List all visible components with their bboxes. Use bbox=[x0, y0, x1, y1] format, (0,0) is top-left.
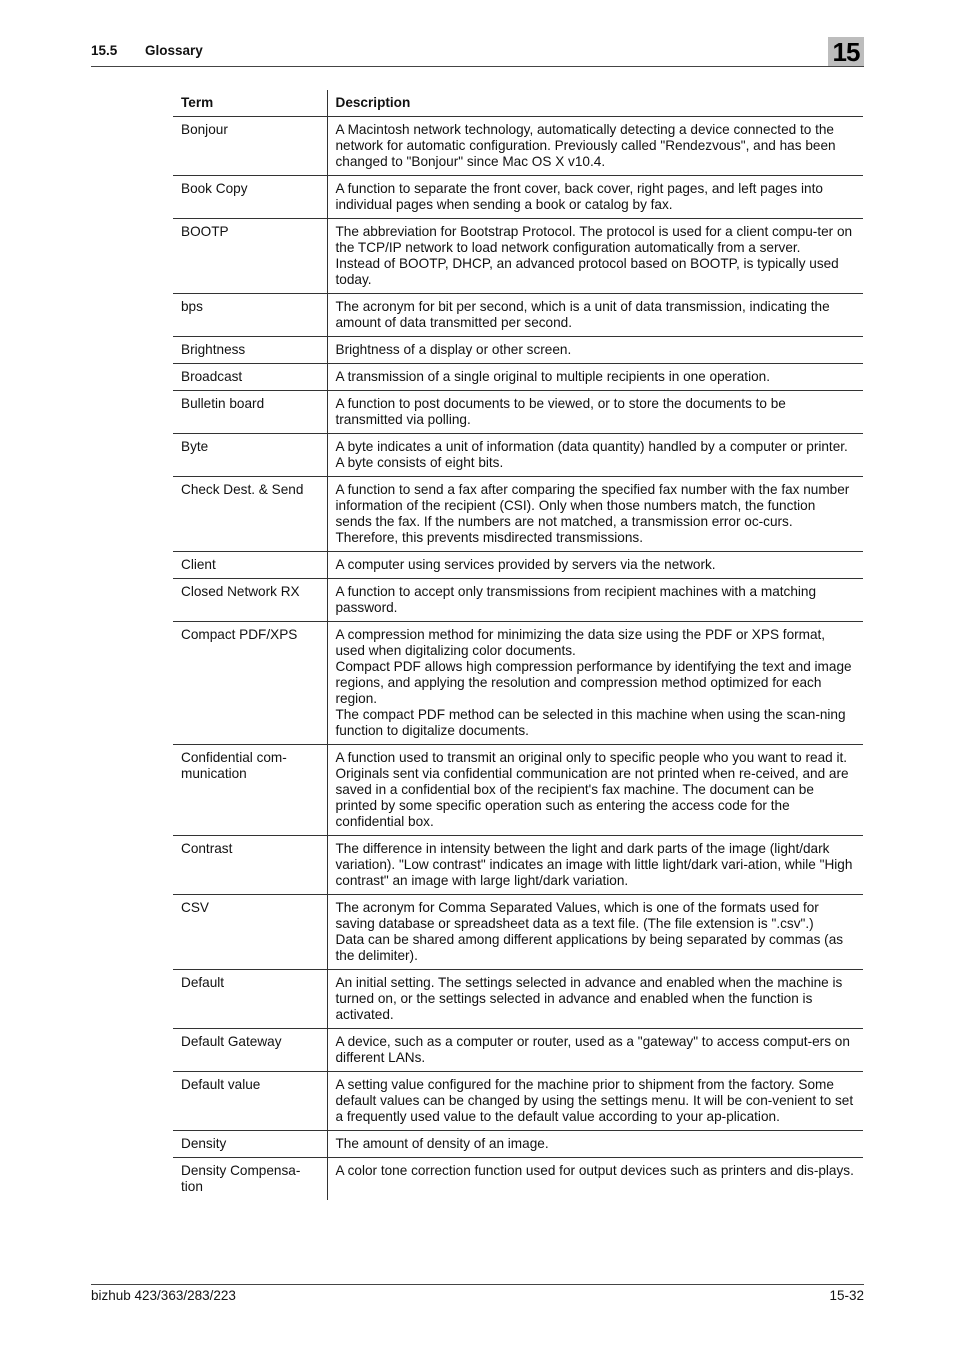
description-paragraph: Compact PDF allows high compression performance by identifying the text and image regions, and applying the resolution and compression method optimized for each region. bbox=[335, 659, 852, 706]
description-cell bbox=[327, 434, 863, 477]
term-cell: Compact PDF/XPS bbox=[173, 622, 327, 745]
term-cell: Confidential com-munication bbox=[173, 745, 327, 836]
term-cell: Density bbox=[173, 1131, 327, 1158]
table-row bbox=[173, 579, 863, 622]
description-paragraph: The acronym for Comma Separated Values, which is one of the formats used for saving database or spreadsheet data as a text file. (The file extension is ".csv".) bbox=[335, 900, 819, 931]
description-paragraph: A compression method for minimizing the data size using the PDF or XPS format, used when digitalizing color documents. bbox=[335, 627, 826, 658]
glossary-body bbox=[173, 117, 863, 1201]
description-paragraph: A computer using services provided by servers via the network. bbox=[335, 557, 716, 572]
description-paragraph: A function to post documents to be viewed, or to store the documents to be transmitted via polling. bbox=[335, 396, 786, 427]
description-cell bbox=[327, 1131, 863, 1158]
table-row bbox=[173, 1072, 863, 1131]
table-row bbox=[173, 895, 863, 970]
description-cell bbox=[327, 622, 863, 745]
term-cell: Bulletin board bbox=[173, 391, 327, 434]
description-cell bbox=[327, 337, 863, 364]
page-number: 15-32 bbox=[829, 1288, 864, 1303]
description-cell bbox=[327, 391, 863, 434]
description-paragraph: A Macintosh network technology, automatically detecting a device connected to the network for automatic configuration. Previously called "Rendezvous", and has been changed to "Bonjour" since Mac OS X v10.4. bbox=[335, 122, 836, 169]
description-cell bbox=[327, 552, 863, 579]
glossary-table bbox=[173, 90, 863, 1200]
description-paragraph: A color tone correction function used for output devices such as printers and dis-plays. bbox=[335, 1163, 854, 1178]
table-row bbox=[173, 294, 863, 337]
table-row bbox=[173, 391, 863, 434]
description-paragraph: A device, such as a computer or router, used as a "gateway" to access comput-ers on different LANs. bbox=[335, 1034, 850, 1065]
table-row bbox=[173, 1158, 863, 1201]
description-paragraph: Data can be shared among different applications by being separated by commas (as the delimiter). bbox=[335, 932, 844, 963]
description-paragraph: A function to accept only transmissions from recipient machines with a matching password. bbox=[335, 584, 817, 615]
table-row bbox=[173, 1131, 863, 1158]
description-paragraph: A function used to transmit an original only to specific people who you want to read it. Originals sent via confidential communication are not printed when re-ceived, and are saved in a confidential box of the recipient's fax machine. The document can be printed by some specific operation such as entering the access code for the confidential box. bbox=[335, 750, 849, 829]
term-cell: BOOTP bbox=[173, 219, 327, 294]
description-cell bbox=[327, 1158, 863, 1201]
term-cell: Default Gateway bbox=[173, 1029, 327, 1072]
table-row bbox=[173, 117, 863, 176]
term-cell: Book Copy bbox=[173, 176, 327, 219]
table-row bbox=[173, 836, 863, 895]
description-paragraph: The abbreviation for Bootstrap Protocol. The protocol is used for a client compu-ter on the TCP/IP network to load network configuration automatically from a server. bbox=[335, 224, 853, 255]
description-cell bbox=[327, 836, 863, 895]
description-cell bbox=[327, 364, 863, 391]
description-paragraph: The difference in intensity between the light and dark parts of the image (light/dark variation). "Low contrast" indicates an image with little light/dark vari-ation, while "High contrast" an image with large light/dark variation. bbox=[335, 841, 853, 888]
description-paragraph: A byte indicates a unit of information (data quantity) handled by a computer or printer. A byte consists of eight bits. bbox=[335, 439, 848, 470]
table-header-row bbox=[173, 90, 863, 117]
description-paragraph: A setting value configured for the machine prior to shipment from the factory. Some default values can be changed by using the settings menu. It will be con-venient to set a frequently used value to the default value according to your ap-plication. bbox=[335, 1077, 854, 1124]
table-row bbox=[173, 745, 863, 836]
description-cell bbox=[327, 294, 863, 337]
description-cell bbox=[327, 1029, 863, 1072]
table-row bbox=[173, 364, 863, 391]
table-row bbox=[173, 434, 863, 477]
term-cell: Default value bbox=[173, 1072, 327, 1131]
description-cell bbox=[327, 219, 863, 294]
term-cell: Check Dest. & Send bbox=[173, 477, 327, 552]
term-cell: Client bbox=[173, 552, 327, 579]
section-number: 15.5 bbox=[91, 43, 118, 58]
table-row bbox=[173, 477, 863, 552]
description-paragraph: A function to separate the front cover, back cover, right pages, and left pages into individual pages when sending a book or catalog by fax. bbox=[335, 181, 823, 212]
term-cell: Contrast bbox=[173, 836, 327, 895]
term-cell: Density Compensa-tion bbox=[173, 1158, 327, 1201]
description-paragraph: The compact PDF method can be selected in this machine when using the scan-ning function to digitalize documents. bbox=[335, 707, 846, 738]
term-cell: Closed Network RX bbox=[173, 579, 327, 622]
table-row bbox=[173, 552, 863, 579]
term-cell: Broadcast bbox=[173, 364, 327, 391]
column-header-description: Description bbox=[327, 90, 863, 117]
table-row bbox=[173, 970, 863, 1029]
table-row bbox=[173, 337, 863, 364]
table-row bbox=[173, 622, 863, 745]
page-footer bbox=[91, 1284, 864, 1303]
description-paragraph: Instead of BOOTP, DHCP, an advanced protocol based on BOOTP, is typically used today. bbox=[335, 256, 839, 287]
description-cell bbox=[327, 745, 863, 836]
description-paragraph: The acronym for bit per second, which is a unit of data transmission, indicating the amount of data transmitted per second. bbox=[335, 299, 830, 330]
column-header-term: Term bbox=[173, 90, 327, 117]
term-cell: Default bbox=[173, 970, 327, 1029]
description-paragraph: Brightness of a display or other screen. bbox=[335, 342, 572, 357]
description-cell bbox=[327, 895, 863, 970]
chapter-number-badge: 15 bbox=[828, 37, 864, 66]
table-row bbox=[173, 1029, 863, 1072]
term-cell: Byte bbox=[173, 434, 327, 477]
section-title: Glossary bbox=[145, 43, 203, 58]
description-cell bbox=[327, 117, 863, 176]
term-cell: Brightness bbox=[173, 337, 327, 364]
description-cell bbox=[327, 176, 863, 219]
term-cell: bps bbox=[173, 294, 327, 337]
product-name: bizhub 423/363/283/223 bbox=[91, 1288, 236, 1303]
page-header bbox=[91, 37, 864, 67]
term-cell: CSV bbox=[173, 895, 327, 970]
description-paragraph: An initial setting. The settings selected in advance and enabled when the machine is turned on, or the settings selected in advance and enabled when the function is activated. bbox=[335, 975, 843, 1022]
table-row bbox=[173, 176, 863, 219]
description-paragraph: The amount of density of an image. bbox=[335, 1136, 549, 1151]
description-paragraph: A transmission of a single original to multiple recipients in one operation. bbox=[335, 369, 770, 384]
description-cell bbox=[327, 970, 863, 1029]
term-cell: Bonjour bbox=[173, 117, 327, 176]
table-row bbox=[173, 219, 863, 294]
description-cell bbox=[327, 579, 863, 622]
description-cell bbox=[327, 1072, 863, 1131]
description-paragraph: A function to send a fax after comparing the specified fax number with the fax number information of the recipient (CSI). Only when those numbers match, the function sends the fax. If the numbers are not matched, a transmission error oc-curs. Therefore, this prevents misdirected transmissions. bbox=[335, 482, 850, 545]
description-cell bbox=[327, 477, 863, 552]
